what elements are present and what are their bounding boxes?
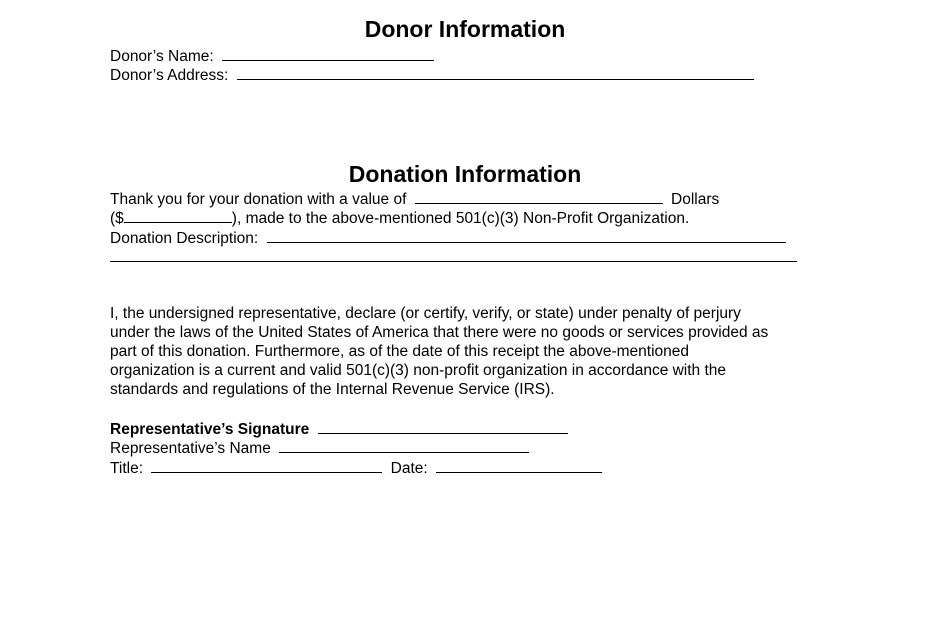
declaration-line-3: part of this donation. Furthermore, as of the date of this receipt the above-mentioned <box>110 343 690 360</box>
date-label: Date: <box>390 460 428 477</box>
title-date-row <box>110 457 602 478</box>
donor-name-row <box>110 45 434 66</box>
representative-name-field[interactable] <box>279 437 529 453</box>
donation-description-row <box>110 227 786 248</box>
date-field[interactable] <box>436 457 602 473</box>
donation-description-label: Donation Description: <box>110 230 259 247</box>
title-label: Title: <box>110 460 144 477</box>
donation-description-continued-row <box>110 246 797 267</box>
declaration-line-2: under the laws of the United States of America that there were no goods or services provided as <box>110 324 769 341</box>
donation-amount-close: ), made to the above-mentioned 501(c)(3) Non-Profit Organization. <box>231 210 690 227</box>
representative-signature-field[interactable] <box>318 418 568 434</box>
donation-value-suffix: Dollars <box>671 191 720 208</box>
donor-address-row <box>110 64 754 85</box>
donation-description-field[interactable] <box>267 227 786 243</box>
donor-name-field[interactable] <box>222 45 434 61</box>
donor-address-field[interactable] <box>237 64 754 80</box>
title-field[interactable] <box>151 457 382 473</box>
donation-amount-row <box>110 207 689 228</box>
donation-amount-field[interactable] <box>124 207 232 223</box>
donor-information-heading: Donor Information <box>364 16 566 42</box>
donation-value-row <box>110 188 719 209</box>
representative-name-label: Representative’s Name <box>110 440 271 457</box>
declaration-line-5: standards and regulations of the Internal Revenue Service (IRS). <box>110 381 555 398</box>
declaration-line-4: organization is a current and valid 501(c)(3) non-profit organization in accordance with the <box>110 362 727 379</box>
donation-value-prefix: Thank you for your donation with a value of <box>110 191 407 208</box>
donation-information-heading: Donation Information <box>348 161 582 187</box>
donor-name-label: Donor’s Name: <box>110 48 214 65</box>
representative-signature-row <box>110 418 568 439</box>
representative-signature-label: Representative’s Signature <box>110 421 310 438</box>
donation-description-field-line-2[interactable] <box>110 246 797 262</box>
declaration-line-1: I, the undersigned representative, declare (or certify, verify, or state) under penalty of perjury <box>110 305 741 322</box>
representative-name-row <box>110 437 529 458</box>
donation-value-words-field[interactable] <box>415 188 663 204</box>
donation-amount-open: ($ <box>110 210 124 227</box>
donor-address-label: Donor’s Address: <box>110 67 229 84</box>
